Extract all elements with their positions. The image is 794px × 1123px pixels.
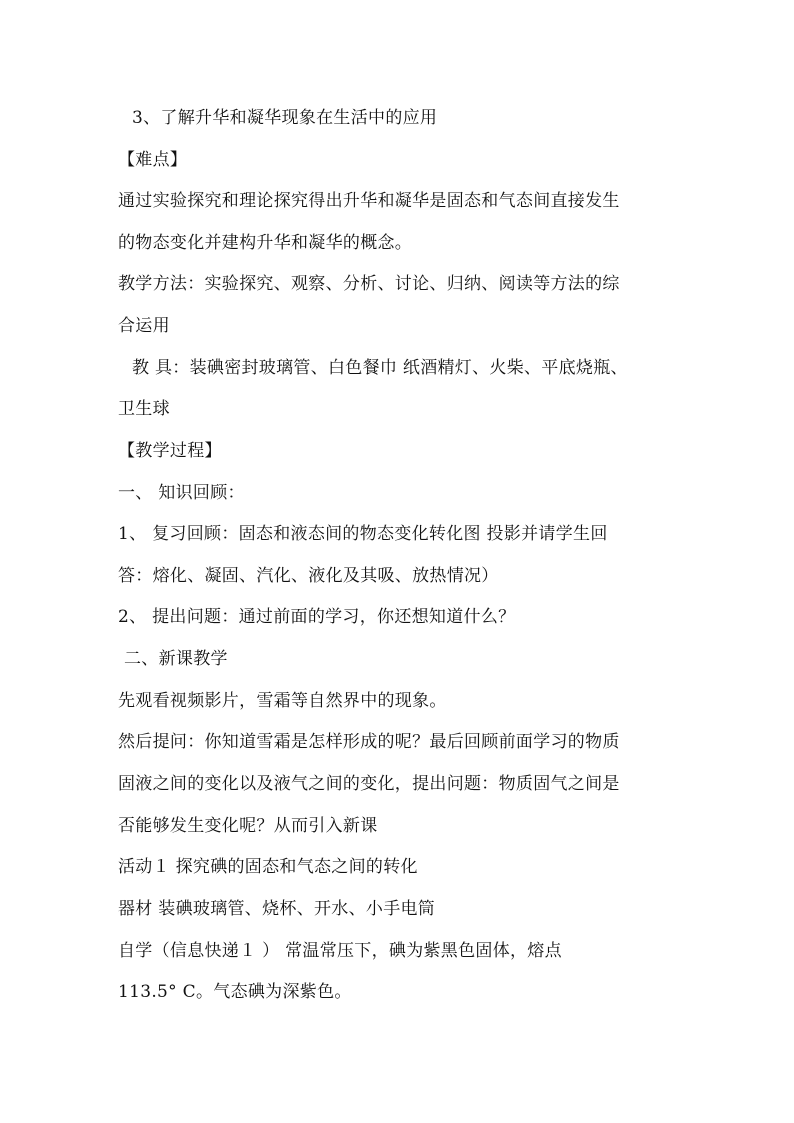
section-review: 一、 知识回顾： [118,483,245,503]
teaching-tools-line: 教 具：装碘密封玻璃管、白色餐巾 纸酒精灯、火柴、平底烧瓶、 [132,358,628,378]
paragraph-line: 固液之间的变化以及液气之间的变化，提出问题：物质固气之间是 [118,774,620,794]
self-study-line-cont: 113.5° C。气态碘为深紫色。 [118,982,352,1002]
paragraph-line: 通过实验探究和理论探究得出升华和凝华是固态和气态间直接发生 [118,191,620,211]
review-item-1-cont: 答：熔化、凝固、汽化、液化及其吸、放热情况） [118,566,499,586]
paragraph-line: 然后提问：你知道雪霜是怎样形成的呢？最后回顾前面学习的物质 [118,732,620,752]
paragraph-line: 否能够发生变化呢？从而引入新课 [118,816,378,836]
section-new-lesson: 二、新课教学 [124,649,228,669]
activity-1-title: 活动１ 探究碘的固态和气态之间的转化 [118,857,418,877]
heading-difficulty: 【难点】 [118,150,188,170]
teaching-tools-line: 卫生球 [118,399,170,419]
paragraph-line: 的物态变化并建构升华和凝华的概念。 [118,233,413,253]
self-study-line: 自学（信息快递１ ） 常温常压下，碘为紫黑色固体，熔点 [118,941,562,961]
paragraph-line: 先观看视频影片，雪霜等自然界中的现象。 [118,691,447,711]
review-item-2: 2、 提出问题：通过前面的学习，你还想知道什么？ [118,607,516,627]
teaching-method-line: 合运用 [118,316,170,336]
heading-teaching-process: 【教学过程】 [118,441,222,461]
equipment-line: 器材 装碘玻璃管、烧杯、开水、小手电筒 [118,899,436,919]
teaching-method-line: 教学方法：实验探究、观察、分析、讨论、归纳、阅读等方法的综 [118,274,620,294]
review-item-1: 1、 复习回顾：固态和液态间的物态变化转化图 投影并请学生回 [118,524,608,544]
objective-3: 3、了解升华和凝华现象在生活中的应用 [132,108,438,128]
